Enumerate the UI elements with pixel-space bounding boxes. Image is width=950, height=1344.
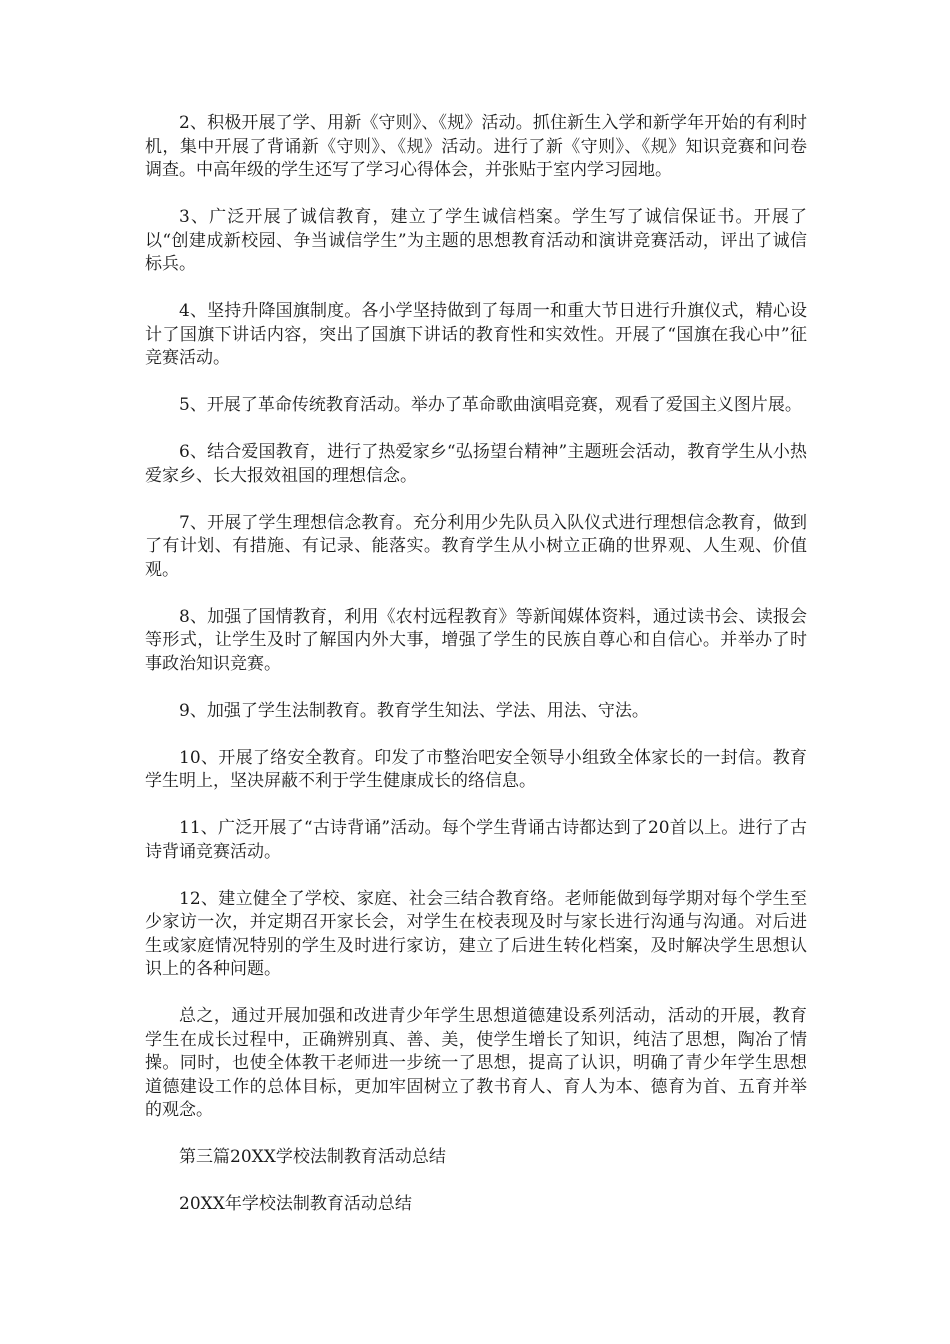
paragraph-item-9: 9、加强了学生法制教育。教育学生知法、学法、用法、守法。 [179, 700, 649, 721]
paragraph-item-3: 3、广泛开展了诚信教育，建立了学生诚信档案。学生写了诚信保证书。开展了以“创建成新校园、争当诚信学生”为主题的思想教育活动和演讲竞赛活动，评出了诚信标兵。 [145, 207, 807, 274]
paragraph-item-10: 10、开展了络安全教育。印发了市整治吧安全领导小组致全体家长的一封信。教育学生明上，坚决屏蔽不利于学生健康成长的络信息。 [145, 747, 807, 791]
paragraph-item-7: 7、开展了学生理想信念教育。充分利用少先队员入队仪式进行理想信念教育，做到了有计划、有措施、有记录、能落实。教育学生从小树立正确的世界观、人生观、价值观。 [145, 512, 807, 580]
summary-paragraph: 总之，通过开展加强和改进青少年学生思想道德建设系列活动，活动的开展，教育学生在成长过程中，正确辨别真、善、美，使学生增长了知识，纯洁了思想，陶冶了情操。同时，也使全体教干老师进一步统一了思想，提高了认识，明确了青少年学生思想道德建设工作的总体目标，更加牢固树立了教书育人、育人为本、德育为首、五育并举的观念。 [145, 1006, 807, 1120]
paragraph-item-12: 12、建立健全了学校、家庭、社会三结合教育络。老师能做到每学期对每个学生至少家访一次，并定期召开家长会，对学生在校表现及时与家长进行沟通与沟通。对后进生或家庭情况特别的学生及时进行家访，建立了后进生转化档案，及时解决学生思想认识上的各种问题。 [145, 888, 807, 979]
paragraph-item-5: 5、开展了革命传统教育活动。举办了革命歌曲演唱竞赛，观看了爱国主义图片展。 [179, 395, 802, 415]
paragraph-item-11: 11、广泛开展了“古诗背诵”活动。每个学生背诵古诗都达到了20首以上。进行了古诗背诵竞赛活动。 [145, 818, 807, 862]
paragraph-item-2: 2、积极开展了学、用新《守则》、《规》活动。抓住新生入学和新学年开始的有利时机，集中开展了背诵新《守则》、《规》活动。进行了新《守则》、《规》知识竞赛和问卷调查。中高年级的学生还写了学习心得体会，并张贴于室内学习园地。 [145, 113, 807, 180]
paragraph-item-8: 8、加强了国情教育，利用《农村远程教育》等新闻媒体资料，通过读书会、读报会等形式，让学生及时了解国内外大事，增强了学生的民族自尊心和自信心。并举办了时事政治知识竞赛。 [145, 606, 807, 674]
paragraph-item-4: 4、坚持升降国旗制度。各小学坚持做到了每周一和重大节日进行升旗仪式，精心设计了国旗下讲话内容，突出了国旗下讲话的教育性和实效性。开展了“国旗在我心中”征竞赛活动。 [145, 301, 807, 368]
document-body [145, 112, 807, 1240]
section-heading: 第三篇20XX学校法制教育活动总结 [179, 1147, 446, 1167]
section-subheading: 20XX年学校法制教育活动总结 [179, 1194, 412, 1214]
paragraph-item-6: 6、结合爱国教育，进行了热爱家乡“弘扬望台精神”主题班会活动，教育学生从小热爱家乡、长大报效祖国的理想信念。 [145, 442, 807, 486]
